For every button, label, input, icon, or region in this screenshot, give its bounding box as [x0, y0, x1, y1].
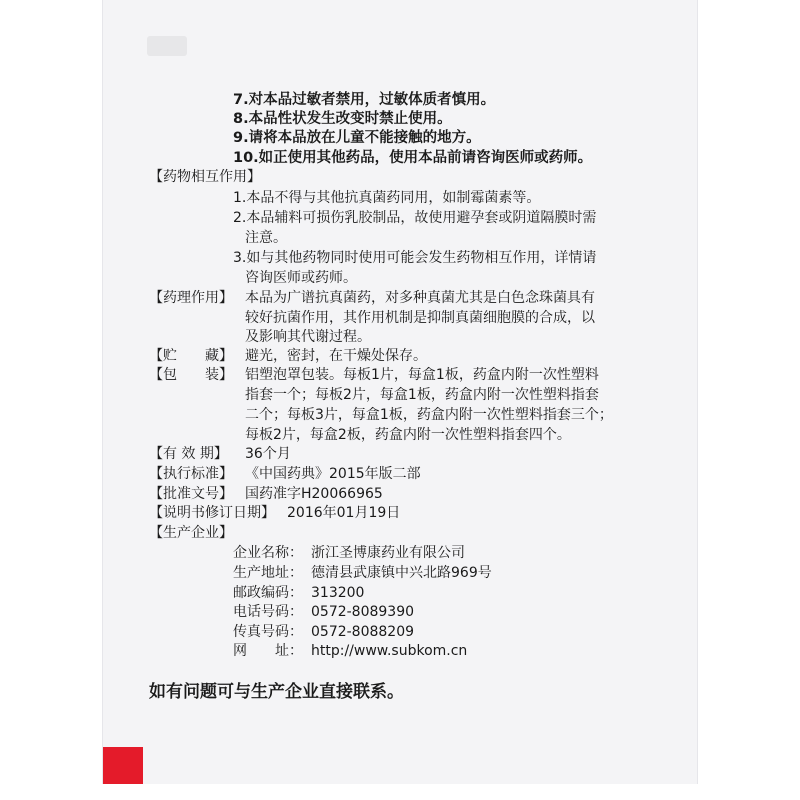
- interactions-line-1: 1.本品不得与其他抗真菌药同用，如制霉菌素等。: [233, 190, 541, 206]
- pharmacology-line-1: 本品为广谱抗真菌药，对多种真菌尤其是白色念珠菌具有: [245, 290, 595, 306]
- phone-label: 电话号码：: [233, 604, 303, 620]
- manufacturer-header: 【生产企业】: [149, 525, 233, 541]
- standard-label: 【执行标准】: [149, 466, 233, 482]
- revision-value: 2016年01月19日: [287, 505, 401, 521]
- warning-10: 10.如正使用其他药品，使用本品前请咨询医师或药师。: [233, 150, 593, 166]
- warning-9: 9.请将本品放在儿童不能接触的地方。: [233, 130, 481, 146]
- company-name-value: 浙江圣博康药业有限公司: [311, 545, 465, 561]
- pharmacology-line-2: 较好抗菌作用，其作用机制是抑制真菌细胞膜的合成，以: [245, 310, 595, 326]
- storage-label: 【贮 藏】: [149, 348, 233, 364]
- validity-value: 36个月: [245, 446, 291, 462]
- validity-label: 【有 效 期】: [149, 446, 228, 462]
- website-label: 网 址：: [233, 643, 303, 659]
- approval-value: 国药准字H20066965: [245, 486, 383, 502]
- address-value: 德清县武康镇中兴北路969号: [311, 565, 492, 581]
- package-line-2: 指套一个；每板2片，每盒1板，药盒内附一次性塑料指套: [245, 387, 599, 403]
- fax-label: 传真号码：: [233, 624, 303, 640]
- approval-label: 【批准文号】: [149, 486, 233, 502]
- fax-value: 0572-8088209: [311, 624, 415, 640]
- postcode-value: 313200: [311, 585, 365, 601]
- interactions-line-5: 咨询医师或药师。: [245, 270, 357, 286]
- package-line-4: 每板2片，每盒2板，药盒内附一次性塑料指套四个。: [245, 427, 571, 443]
- storage-value: 避光，密封，在干燥处保存。: [245, 348, 427, 364]
- footer-note: 如有问题可与生产企业直接联系。: [149, 682, 404, 702]
- package-label: 【包 装】: [149, 367, 233, 383]
- red-corner-mark: [103, 747, 143, 784]
- website-value: http://www.subkom.cn: [311, 643, 468, 659]
- faded-mark: [147, 36, 187, 56]
- package-line-3: 二个；每板3片，每盒1板，药盒内附一次性塑料指套三个；: [245, 407, 613, 423]
- interactions-line-3: 注意。: [245, 230, 287, 246]
- interactions-header: 【药物相互作用】: [149, 169, 261, 185]
- package-line-1: 铝塑泡罩包装。每板1片，每盒1板，药盒内附一次性塑料: [245, 367, 599, 383]
- pharmacology-line-3: 及影响其代谢过程。: [245, 329, 371, 345]
- warning-8: 8.本品性状发生改变时禁止使用。: [233, 111, 452, 127]
- pharmacology-label: 【药理作用】: [149, 290, 233, 306]
- warning-7: 7.对本品过敏者禁用，过敏体质者慎用。: [233, 92, 496, 108]
- postcode-label: 邮政编码：: [233, 585, 303, 601]
- interactions-line-4: 3.如与其他药物同时使用可能会发生药物相互作用，详情请: [233, 250, 597, 266]
- address-label: 生产地址：: [233, 565, 303, 581]
- standard-value: 《中国药典》2015年版二部: [245, 466, 421, 482]
- interactions-line-2: 2.本品辅料可损伤乳胶制品，故使用避孕套或阴道隔膜时需: [233, 210, 597, 226]
- company-name-label: 企业名称：: [233, 545, 303, 561]
- phone-value: 0572-8089390: [311, 604, 415, 620]
- revision-label: 【说明书修订日期】: [149, 505, 275, 521]
